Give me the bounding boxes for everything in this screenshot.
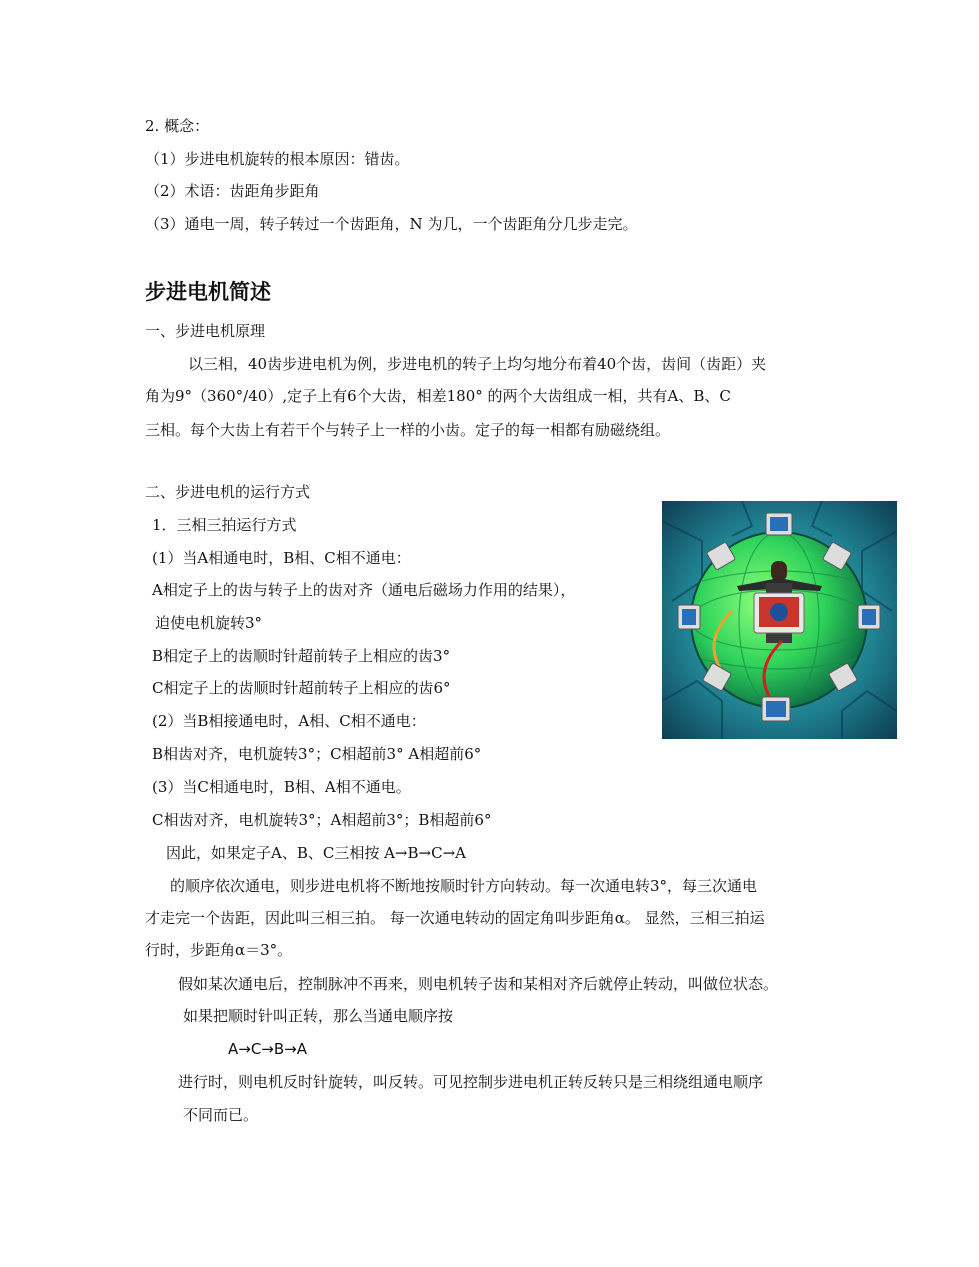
- step-a-line-3: 迫使电机旋转3°: [155, 614, 263, 632]
- step-b-line-1: (2）当B相接通电时，A相、C相不通电：: [152, 712, 426, 730]
- intro-line-1: 2. 概念：: [145, 117, 210, 135]
- section1-title: 一、步进电机原理: [145, 322, 266, 340]
- section-heading: 步进电机简述: [145, 280, 271, 304]
- reverse-line-2: 如果把顺时针叫正转，那么当通电顺序按: [183, 1007, 454, 1025]
- reverse-line-3: 进行时，则电机反时针旋转，叫反转。可见控制步进电机正转反转只是三相绕组通电顺序: [178, 1073, 764, 1091]
- step-b-line-2: B相齿对齐，电机旋转3°；C相超前3° A相超前6°: [152, 745, 482, 763]
- step-a-line-2: A相定子上的齿与转子上的齿对齐（通电后磁场力作用的结果），: [152, 581, 576, 599]
- section1-para-line-1: 以三相，40齿步进电机为例，步进电机的转子上均匀地分布着40个齿，齿间（齿距）夹: [188, 355, 767, 373]
- section1-para-line-2: 角为9°（360°/40）,定子上有6个大齿，相差180° 的两个大齿组成一相，共有A、B、C: [145, 387, 731, 405]
- step-a-line-4: B相定子上的齿顺时针超前转子上相应的齿3°: [152, 647, 451, 665]
- step-a-line-5: C相定子上的齿顺时针超前转子上相应的齿6°: [152, 679, 451, 697]
- section2-title: 二、步进电机的运行方式: [145, 483, 311, 501]
- summary-line-3: 才走完一个齿距，因此叫三相三拍。 每一次通电转动的固定角叫步距角α。 显然，三相三拍运: [145, 909, 765, 927]
- reverse-line-4: 不同而已。: [183, 1106, 259, 1124]
- subsection-title: 1．三相三拍运行方式: [152, 516, 297, 534]
- intro-line-3: （2）术语：齿距角步距角: [145, 182, 320, 200]
- step-c-line-2: C相齿对齐，电机旋转3°；A相超前3°；B相超前6°: [152, 811, 492, 829]
- summary-line-4: 行时，步距角α＝3°。: [145, 941, 293, 959]
- step-a-line-1: (1）当A相通电时，B相、C相不通电：: [152, 549, 411, 567]
- intro-line-2: （1）步进电机旋转的根本原因：错齿。: [145, 150, 410, 168]
- summary-line-1: 因此，如果定子A、B、C三相按 A→B→C→A: [166, 844, 466, 862]
- reverse-sequence: A→C→B→A: [228, 1040, 307, 1058]
- step-c-line-1: (3）当C相通电时，B相、A相不通电。: [152, 778, 411, 796]
- section1-para-line-3: 三相。每个大齿上有若干个与转子上一样的小齿。定子的每一相都有励磁绕组。: [145, 421, 671, 439]
- intro-line-4: （3）通电一周，转子转过一个齿距角，N 为几，一个齿距角分几步走完。: [145, 215, 638, 233]
- globe-network-illustration: [662, 501, 897, 739]
- reverse-line-1: 假如某次通电后，控制脉冲不再来，则电机转子齿和某相对齐后就停止转动，叫做位状态。: [178, 975, 779, 993]
- summary-line-2: 的顺序依次通电，则步进电机将不断地按顺时针方向转动。每一次通电转3°，每三次通电: [170, 877, 758, 895]
